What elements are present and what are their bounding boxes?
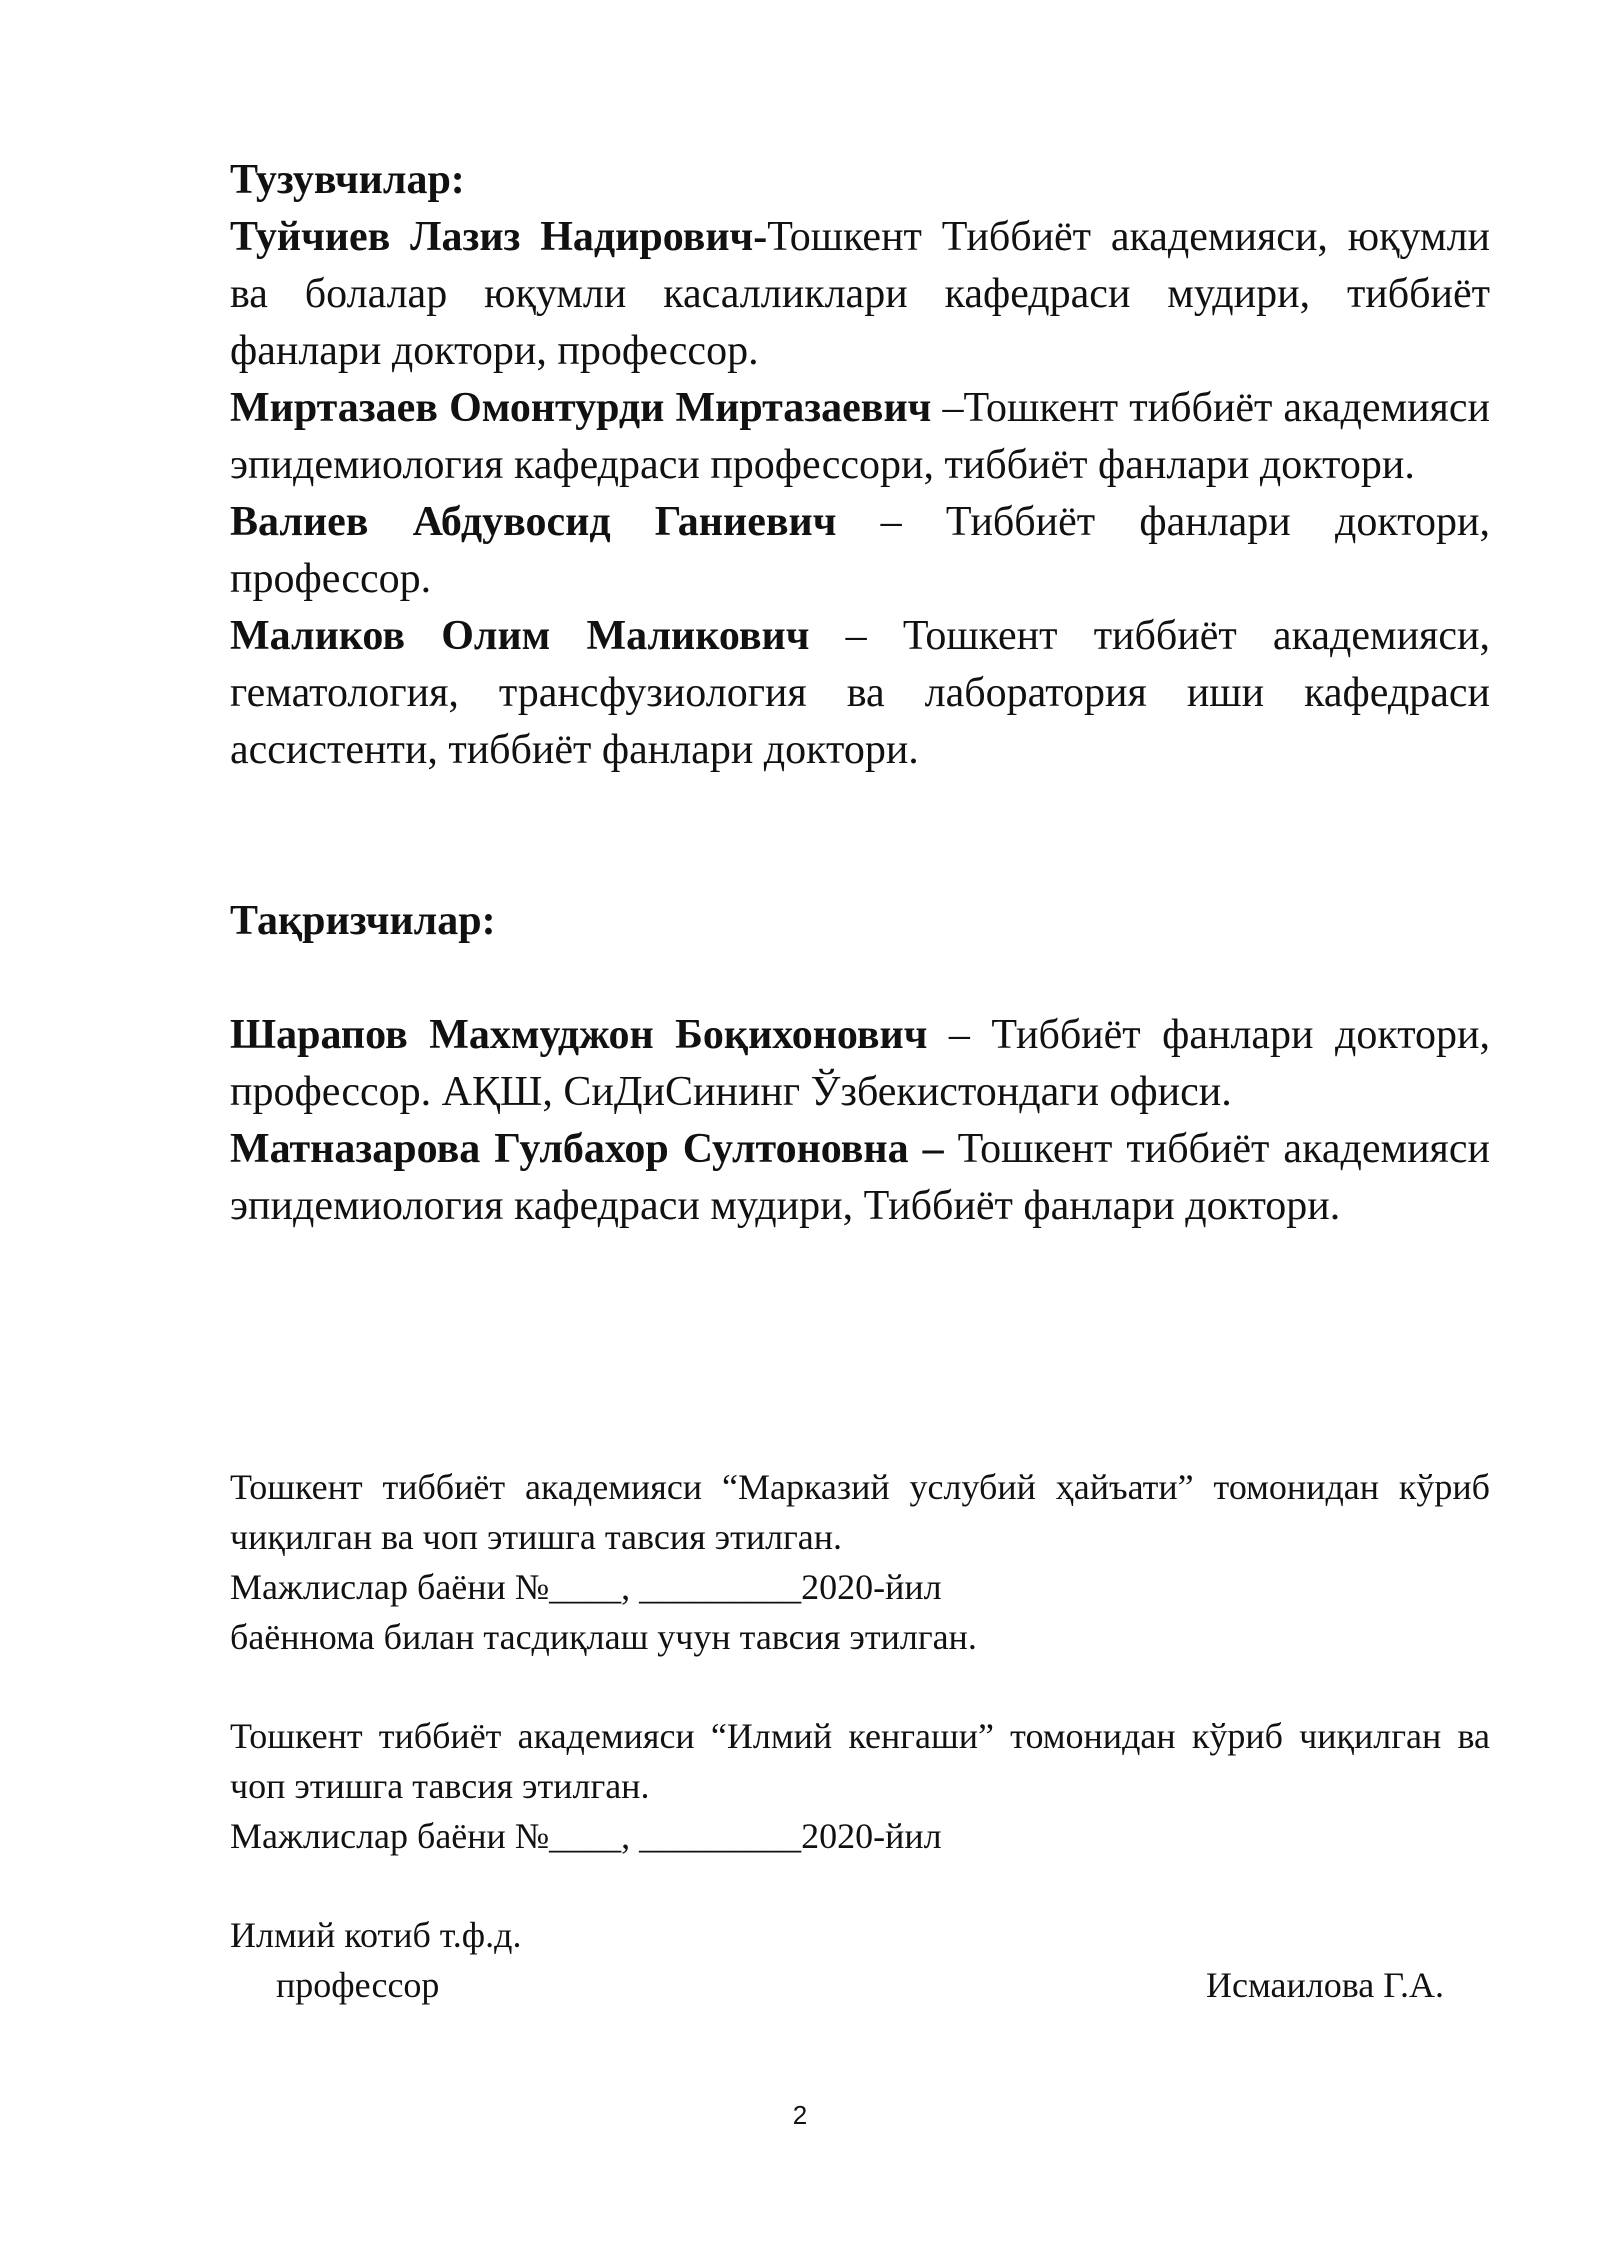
- reviewer-description: – Тиббиёт фанлари доктори, профессор. АҚШ, СиДиСининг Ўзбекистондаги офиси.: [230, 1012, 1490, 1115]
- reviewer-name: Шарапов Махмуджон Боқихонович: [230, 1012, 928, 1058]
- reviewers-section: [230, 893, 1490, 950]
- scientific-council-approval: [230, 1711, 1490, 1861]
- compiler-name: Миртазаев Омонтурди Миртазаевич: [230, 385, 932, 431]
- compiler-entry: [230, 608, 1490, 779]
- signatory-position: профессор: [276, 1965, 440, 2005]
- compiler-entry: [230, 380, 1490, 494]
- page-number: 2: [792, 2100, 808, 2130]
- compiler-entry: [230, 494, 1490, 608]
- signature-row: [230, 1960, 1490, 2010]
- central-board-approval: [230, 1462, 1490, 1662]
- approval-text: Тошкент тиббиёт академияси “Марказий услубий ҳайъати” томонидан кўриб чиқилган ва чоп этишга тавсия этилган.: [230, 1467, 1490, 1557]
- reviewer-entry: [230, 1121, 1490, 1235]
- reviewers-list: [230, 1007, 1490, 1235]
- reviewer-name: Матназарова Гулбахор Султоновна –: [230, 1126, 944, 1172]
- compiler-description: – Тошкент тиббиёт академияси, гематология, трансфузиология ва лаборатория иши кафедраси ассистенти, тиббиёт фанлари доктори.: [230, 613, 1490, 773]
- signatory-name: Исмаилова Г.А.: [1206, 1965, 1444, 2005]
- protocol-line: Мажлислар баёни №____, _________2020-йил: [230, 1816, 942, 1856]
- compiler-name: Маликов Олим Маликович: [230, 613, 810, 659]
- compiler-description: –Тошкент тиббиёт академияси эпидемиология кафедраси профессори, тиббиёт фанлари доктори.: [230, 385, 1490, 488]
- compiler-description: – Тиббиёт фанлари доктори, профессор.: [230, 499, 1490, 602]
- secretary-title: Илмий котиб т.ф.д.: [230, 1915, 522, 1955]
- compilers-heading: Тузувчилар:: [230, 157, 465, 203]
- compiler-entry: [230, 209, 1490, 380]
- protocol-line: Мажлислар баёни №____, _________2020-йил: [230, 1567, 942, 1607]
- signature-block: [230, 1910, 1490, 2010]
- reviewer-description: Тошкент тиббиёт академияси эпидемиология кафедраси мудири, Тиббиёт фанлари доктори.: [230, 1126, 1490, 1229]
- compiler-name: Валиев Абдувосид Ганиевич: [230, 499, 837, 545]
- reviewer-entry: [230, 1007, 1490, 1121]
- compiler-description: Тошкент Тиббиёт академияси, юқумли ва болалар юқумли касалликлари кафедраси мудири, тиббиёт фанлари доктори, профессор.: [230, 214, 1491, 374]
- reviewers-heading: Тақризчилар:: [230, 898, 496, 944]
- approval-text: Тошкент тиббиёт академияси “Илмий кенгаши” томонидан кўриб чиқилган ва чоп этишга тавсия этилган.: [230, 1716, 1490, 1806]
- approval-note: баённома билан тасдиқлаш учун тавсия этилган.: [230, 1617, 977, 1657]
- compilers-section: [230, 152, 1490, 779]
- compiler-name: Туйчиев Лазиз Надирович-: [230, 214, 768, 260]
